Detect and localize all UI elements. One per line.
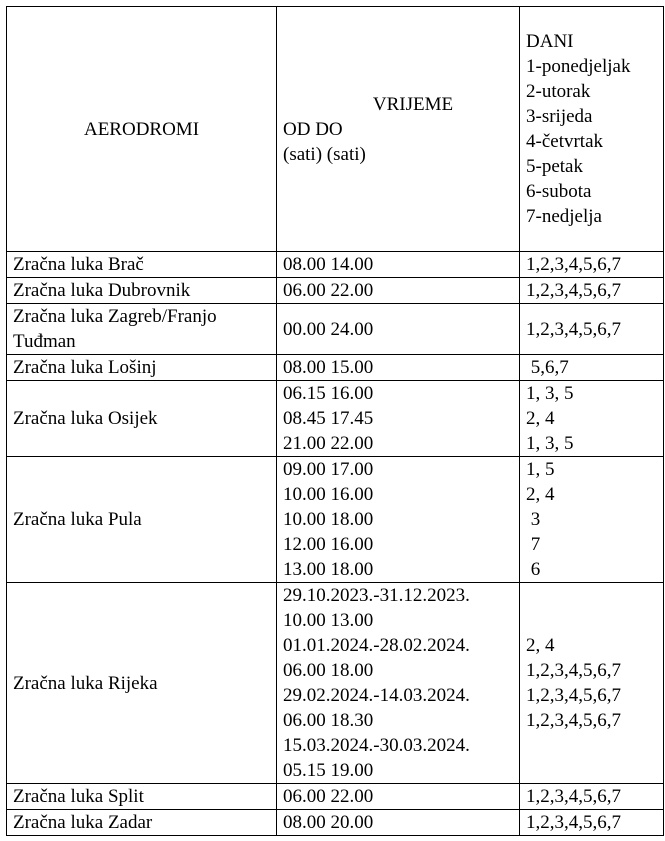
time-range: 08.45 17.45 bbox=[283, 408, 374, 429]
day-legend-item: 5-petak bbox=[526, 156, 583, 177]
days-cell bbox=[520, 355, 664, 381]
time-cell bbox=[277, 278, 520, 304]
time-range: 10.00 16.00 bbox=[283, 484, 374, 505]
days-value: 3 bbox=[526, 509, 541, 530]
time-range: 06.00 18.00 bbox=[283, 660, 374, 681]
days-value: 5,6,7 bbox=[526, 357, 569, 378]
time-range: 09.00 17.00 bbox=[283, 459, 374, 480]
time-range: 13.00 18.00 bbox=[283, 559, 374, 580]
airport-name: Zračna luka Rijeka bbox=[7, 583, 277, 784]
airport-name: Zračna luka Zagreb/Franjo Tuđman bbox=[7, 304, 277, 355]
days-value: 7 bbox=[526, 534, 541, 555]
days-cell bbox=[520, 381, 664, 457]
days-value: 1,2,3,4,5,6,7 bbox=[526, 812, 621, 833]
airport-name: Zračna luka Pula bbox=[7, 457, 277, 583]
table-row bbox=[7, 381, 664, 457]
airport-name: Zračna luka Lošinj bbox=[7, 355, 277, 381]
days-value: 1,2,3,4,5,6,7 bbox=[526, 786, 621, 807]
time-cell bbox=[277, 457, 520, 583]
days-cell bbox=[520, 784, 664, 810]
time-range: 10.00 18.00 bbox=[283, 509, 374, 530]
header-time-sub2: (sati) (sati) bbox=[283, 143, 366, 165]
days-cell bbox=[520, 583, 664, 784]
table-row bbox=[7, 457, 664, 583]
date-range: 15.03.2024.-30.03.2024. bbox=[283, 735, 470, 756]
days-value: 2, 4 bbox=[526, 408, 555, 429]
time-range: 21.00 22.00 bbox=[283, 433, 374, 454]
time-cell bbox=[277, 304, 520, 355]
days-cell bbox=[520, 810, 664, 836]
header-days-title: DANI bbox=[526, 31, 574, 52]
time-range: 06.00 22.00 bbox=[283, 786, 374, 807]
time-cell bbox=[277, 381, 520, 457]
header-time-title: VRIJEME bbox=[372, 93, 454, 115]
airport-name: Zračna luka Zadar bbox=[7, 810, 277, 836]
time-range: 06.00 22.00 bbox=[283, 280, 374, 301]
airport-name: Zračna luka Dubrovnik bbox=[7, 278, 277, 304]
time-range: 08.00 14.00 bbox=[283, 254, 374, 275]
days-value: 6 bbox=[526, 559, 541, 580]
date-range: 29.02.2024.-14.03.2024. bbox=[283, 685, 470, 706]
time-cell bbox=[277, 583, 520, 784]
airport-hours-table bbox=[6, 6, 664, 836]
table-row bbox=[7, 583, 664, 784]
airport-name: Zračna luka Osijek bbox=[7, 381, 277, 457]
header-time-sub1: OD DO bbox=[283, 118, 343, 140]
day-legend-item: 7-nedjelja bbox=[526, 206, 602, 227]
time-cell bbox=[277, 784, 520, 810]
header-airports bbox=[7, 7, 277, 252]
time-range: 08.00 20.00 bbox=[283, 812, 374, 833]
days-value: 1,2,3,4,5,6,7 bbox=[526, 660, 621, 681]
table-row bbox=[7, 784, 664, 810]
days-value: 1, 3, 5 bbox=[526, 433, 574, 454]
days-cell bbox=[520, 304, 664, 355]
time-cell bbox=[277, 252, 520, 278]
days-value: 1,2,3,4,5,6,7 bbox=[526, 710, 621, 731]
table-row bbox=[7, 810, 664, 836]
day-legend-item: 4-četvrtak bbox=[526, 131, 604, 152]
days-cell bbox=[520, 457, 664, 583]
time-range: 05.15 19.00 bbox=[283, 760, 374, 781]
table-row bbox=[7, 252, 664, 278]
days-value: 1, 5 bbox=[526, 459, 555, 480]
days-cell bbox=[520, 278, 664, 304]
days-cell bbox=[520, 252, 664, 278]
day-legend-item: 6-subota bbox=[526, 181, 592, 202]
time-range: 06.00 18.30 bbox=[283, 710, 374, 731]
day-legend-item: 1-ponedjeljak bbox=[526, 56, 631, 77]
time-range: 08.00 15.00 bbox=[283, 357, 374, 378]
time-range: 12.00 16.00 bbox=[283, 534, 374, 555]
table-row bbox=[7, 304, 664, 355]
days-value: 2, 4 bbox=[526, 484, 555, 505]
days-value: 1,2,3,4,5,6,7 bbox=[526, 280, 621, 301]
time-range: 10.00 13.00 bbox=[283, 610, 374, 631]
time-range: 00.00 24.00 bbox=[283, 318, 374, 340]
date-range: 29.10.2023.-31.12.2023. bbox=[283, 585, 470, 606]
day-legend-item: 3-srijeda bbox=[526, 106, 593, 127]
days-value: 1,2,3,4,5,6,7 bbox=[526, 254, 621, 275]
days-value: 2, 4 bbox=[526, 635, 555, 656]
table-row bbox=[7, 355, 664, 381]
time-range: 06.15 16.00 bbox=[283, 383, 374, 404]
days-value: 1, 3, 5 bbox=[526, 383, 574, 404]
days-value: 1,2,3,4,5,6,7 bbox=[526, 685, 621, 706]
day-legend-item: 2-utorak bbox=[526, 81, 591, 102]
header-airports-label: AERODROMI bbox=[83, 118, 200, 140]
date-range: 01.01.2024.-28.02.2024. bbox=[283, 635, 470, 656]
days-value: 1,2,3,4,5,6,7 bbox=[526, 318, 621, 340]
airport-name: Zračna luka Split bbox=[7, 784, 277, 810]
header-time bbox=[277, 7, 520, 252]
header-row bbox=[7, 7, 664, 252]
airport-name: Zračna luka Brač bbox=[7, 252, 277, 278]
header-days bbox=[520, 7, 664, 252]
table-row bbox=[7, 278, 664, 304]
time-cell bbox=[277, 810, 520, 836]
time-cell bbox=[277, 355, 520, 381]
